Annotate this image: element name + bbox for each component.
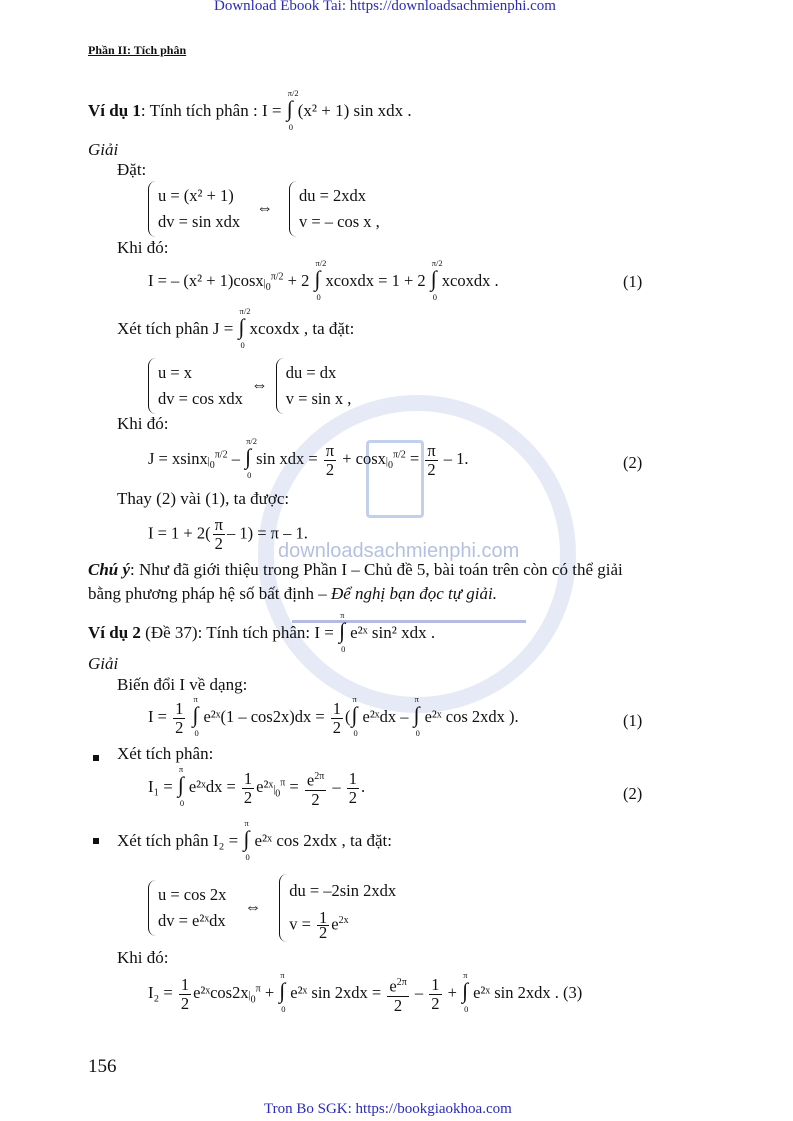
- consider-J-b: xcoxdx , ta đặt:: [249, 318, 355, 338]
- integral-sign: π ∫ 0: [192, 694, 199, 738]
- integral-sign: π/2 ∫ 0: [245, 436, 257, 480]
- fraction-1-2: $\frac{1}{2}$: [175, 698, 184, 737]
- sys1-du: du = 2xdx: [298, 186, 366, 205]
- integral-sign: π ∫ 0: [243, 818, 250, 862]
- substitute-text: Thay (2) vài (1), ta được:: [117, 489, 290, 508]
- eq3-part-b: – 1) = π – 1.: [226, 523, 308, 543]
- integral-sign: π ∫ 0: [177, 764, 185, 809]
- equation-5: I₁ = π ∫ 0 e²ˣdx = $\frac{1}{2}$ $e^2ˣ|_0^\pi$ = $\frac{e^{2\pi}}{2}$ – $\frac{1}{2}$ .: [148, 764, 366, 809]
- example-1-integrand: (x² + 1) sin xdx .: [297, 100, 412, 120]
- example-2-statement: [88, 610, 436, 654]
- sys2-du: du = dx: [285, 363, 337, 382]
- example-1-text: : Tính tích phân : I =: [140, 100, 282, 120]
- equation-6-number: (3): [562, 983, 583, 1003]
- eq5-part-b: e²ˣdx =: [188, 777, 236, 797]
- eq2-part-f: – 1.: [443, 448, 469, 468]
- sys1-v: v = – cos x: [298, 212, 372, 231]
- eq6-part-d: e²ˣ sin 2xdx =: [290, 983, 382, 1003]
- eq1-part-a: I = – (x² + 1)cosx: [148, 270, 264, 290]
- eq5-part-e: –: [332, 777, 341, 797]
- watermark-text: downloadsachmienphi.com: [278, 540, 520, 562]
- substitution-system-1: u = (x² + 1) dv = sin xdx ⇔ du = 2xdx v = – cos x ,: [148, 183, 380, 235]
- fraction-1-2: $\frac{1}{2}$: [348, 768, 357, 807]
- sys1-u: u = (x² + 1): [158, 186, 234, 205]
- eq1-part-c: xcoxdx = 1 + 2: [325, 270, 426, 290]
- consider-I1: Xét tích phân:: [117, 744, 214, 763]
- equation-5-number: (2): [623, 784, 643, 803]
- eq3-part-a: I = 1 + 2(: [148, 523, 211, 543]
- sys3-du: du = –2sin 2xdx: [289, 881, 397, 900]
- integral-sign: π ∫ 0: [413, 694, 420, 738]
- note-line-2: [88, 584, 497, 604]
- equation-2: $J = xsinx|_0^{\pi/2}$ – π/2 ∫ 0 sin xdx = $\frac{\pi}{2}$ + $\cos x|_0^{\pi/2}$ = $\frac{\pi}{2}$ – 1.: [148, 436, 469, 480]
- integral-sign: π/2 ∫ 0: [238, 306, 251, 350]
- eq6-part-c: +: [264, 983, 275, 1003]
- equation-1: I = – $(x^2 + 1)\cos x|_0^{\pi/2} + 2$ π/2 ∫ 0 xcoxdx = 1 + 2 π/2 ∫ 0 xcoxdx .: [148, 258, 499, 302]
- equation-2-number: (2): [623, 453, 643, 472]
- eq2-part-c: sin xdx =: [256, 448, 318, 468]
- eq4-part-e: e²ˣ cos 2xdx ).: [424, 706, 519, 726]
- equation-3: [148, 516, 308, 553]
- solution-label-2: Giải: [88, 654, 119, 673]
- fraction-pi-2: $\frac{\pi}{2}$: [214, 515, 223, 553]
- eq4-part-d: e²ˣdx –: [362, 706, 409, 726]
- integral-sign: π/2 ∫ 0: [286, 88, 299, 132]
- bullet-icon: [93, 755, 99, 761]
- fraction-pi-2: $\frac{\pi}{2}$: [325, 440, 335, 479]
- consider-I2: [117, 818, 392, 862]
- fraction-e2pi-2: $\frac{e^{2\pi}}{2}$: [387, 974, 408, 1015]
- integral-sign: π ∫ 0: [351, 694, 358, 738]
- page-header: Phần II: Tích phân: [88, 43, 187, 57]
- consider-I2-b: e²ˣ cos 2xdx , ta đặt:: [254, 830, 392, 850]
- example-2-label: Ví dụ 2: [88, 622, 141, 642]
- consider-I2-a: Xét tích phân I₂ =: [117, 830, 239, 850]
- example-2-text: (Đề 37): Tính tích phân: I =: [145, 622, 334, 642]
- eq6-part-b: e²ˣcos2x: [193, 983, 249, 1003]
- sys2-v: v = sin x: [285, 389, 344, 408]
- sys3-v: v =: [289, 914, 311, 934]
- equation-6: I₂ = $\frac{1}{2}$ $e^2ˣ\cos 2x|_0^\pi$ + π ∫ 0 e²ˣ sin 2xdx = $\frac{e^{2\pi}}{2}$ – $\frac{1}{2}$ + π ∫ 0 e²ˣ sin 2xdx . (3): [148, 970, 583, 1015]
- eq6-part-f: +: [447, 983, 457, 1003]
- consider-J-a: Xét tích phân J =: [117, 318, 234, 338]
- eq5-part-c: e²ˣ: [256, 777, 274, 797]
- equation-1-number: (1): [623, 272, 643, 291]
- eq5-part-d: =: [289, 777, 299, 797]
- sys1-dv: dv = sin xdx: [158, 212, 241, 231]
- eq2-part-b: –: [231, 448, 240, 468]
- example-1-label: Ví dụ 1: [88, 100, 141, 120]
- sys3-u: u = cos 2x: [158, 885, 227, 905]
- eq6-part-g: e²ˣ sin 2xdx .: [473, 983, 559, 1003]
- eq2-part-e: =: [409, 448, 420, 468]
- then-label: Khi đó:: [117, 238, 169, 257]
- fraction-pi-2: $\frac{\pi}{2}$: [427, 440, 436, 479]
- note-line-2-text: bằng phương pháp hệ số bất định –: [88, 584, 327, 603]
- fraction-e2pi-2: $\frac{e^{2\pi}}{2}$: [305, 768, 326, 809]
- then-label-2: Khi đó:: [117, 414, 169, 433]
- page-number: 156: [88, 1056, 117, 1077]
- transform-text: Biến đổi I về dạng:: [117, 675, 248, 694]
- substitution-system-3: u = cos 2x dv = e²ˣdx ⇔ du = –2sin 2xdx v = $\frac{1}{2}$ $e^{2x}$: [148, 876, 396, 940]
- substitution-system-2: u = x dv = cos xdx ⇔ du = dx v = sin x ,: [148, 360, 351, 412]
- eq5-part-f: .: [361, 777, 366, 797]
- top-download-link[interactable]: Download Ebook Tai: https://downloadsachmienphi.com: [214, 0, 556, 14]
- note-italic: Để nghị bạn đọc tự giải.: [330, 584, 497, 603]
- fraction-1-2: $\frac{1}{2}$: [332, 698, 342, 737]
- fraction-1-2: $\frac{1}{2}$: [431, 974, 440, 1013]
- eq5-part-a: I₁ =: [148, 777, 173, 797]
- integral-sign: π ∫ 0: [279, 970, 286, 1015]
- solution-label: Giải: [88, 140, 119, 159]
- example-2-integrand: e²ˣ sin² xdx .: [350, 622, 436, 642]
- equation-4: [148, 694, 519, 738]
- eq2-part-a: J = xsinx: [148, 448, 208, 468]
- eq6-part-a: I₂ =: [148, 983, 173, 1003]
- example-1-statement: [88, 88, 412, 132]
- bottom-sgk-link[interactable]: Tron Bo SGK: https://bookgiaokhoa.com: [264, 1101, 512, 1117]
- integral-sign: π ∫ 0: [339, 610, 346, 654]
- integral-sign: π/2 ∫ 0: [430, 258, 443, 302]
- note-label: Chú ý: [88, 560, 131, 579]
- note-line-1: [88, 560, 623, 580]
- eq4-part-b: e²ˣ(1 – cos2x)dx =: [203, 706, 325, 726]
- fraction-1-2: $\frac{1}{2}$: [243, 768, 253, 807]
- eq4-part-a: I =: [148, 706, 167, 726]
- eq1-part-b: + 2: [287, 270, 310, 290]
- sys2-u: u = x: [158, 363, 193, 382]
- integral-sign: π/2 ∫ 0: [314, 258, 327, 302]
- eq4-part-c: (: [345, 706, 351, 726]
- bullet-icon: [93, 838, 99, 844]
- consider-J: [117, 306, 355, 350]
- eq1-part-d: xcoxdx .: [441, 270, 499, 290]
- sys3-dv: dv = e²ˣdx: [158, 911, 226, 931]
- integral-sign: π ∫ 0: [462, 970, 469, 1015]
- note-text: : Như đã giới thiệu trong Phần I – Chủ đề 5, bài toán trên còn có thể giải: [130, 560, 623, 579]
- eq6-part-e: –: [414, 983, 424, 1003]
- sys2-dv: dv = cos xdx: [158, 389, 243, 408]
- eq2-part-d: + cosx: [342, 448, 386, 468]
- fraction-1-2: $\frac{1}{2}$: [180, 974, 190, 1013]
- equation-4-number: (1): [623, 711, 643, 730]
- set-label: Đặt:: [117, 160, 147, 179]
- fraction-1-2: $\frac{1}{2}$: [319, 908, 328, 943]
- then-label-3: Khi đó:: [117, 948, 169, 967]
